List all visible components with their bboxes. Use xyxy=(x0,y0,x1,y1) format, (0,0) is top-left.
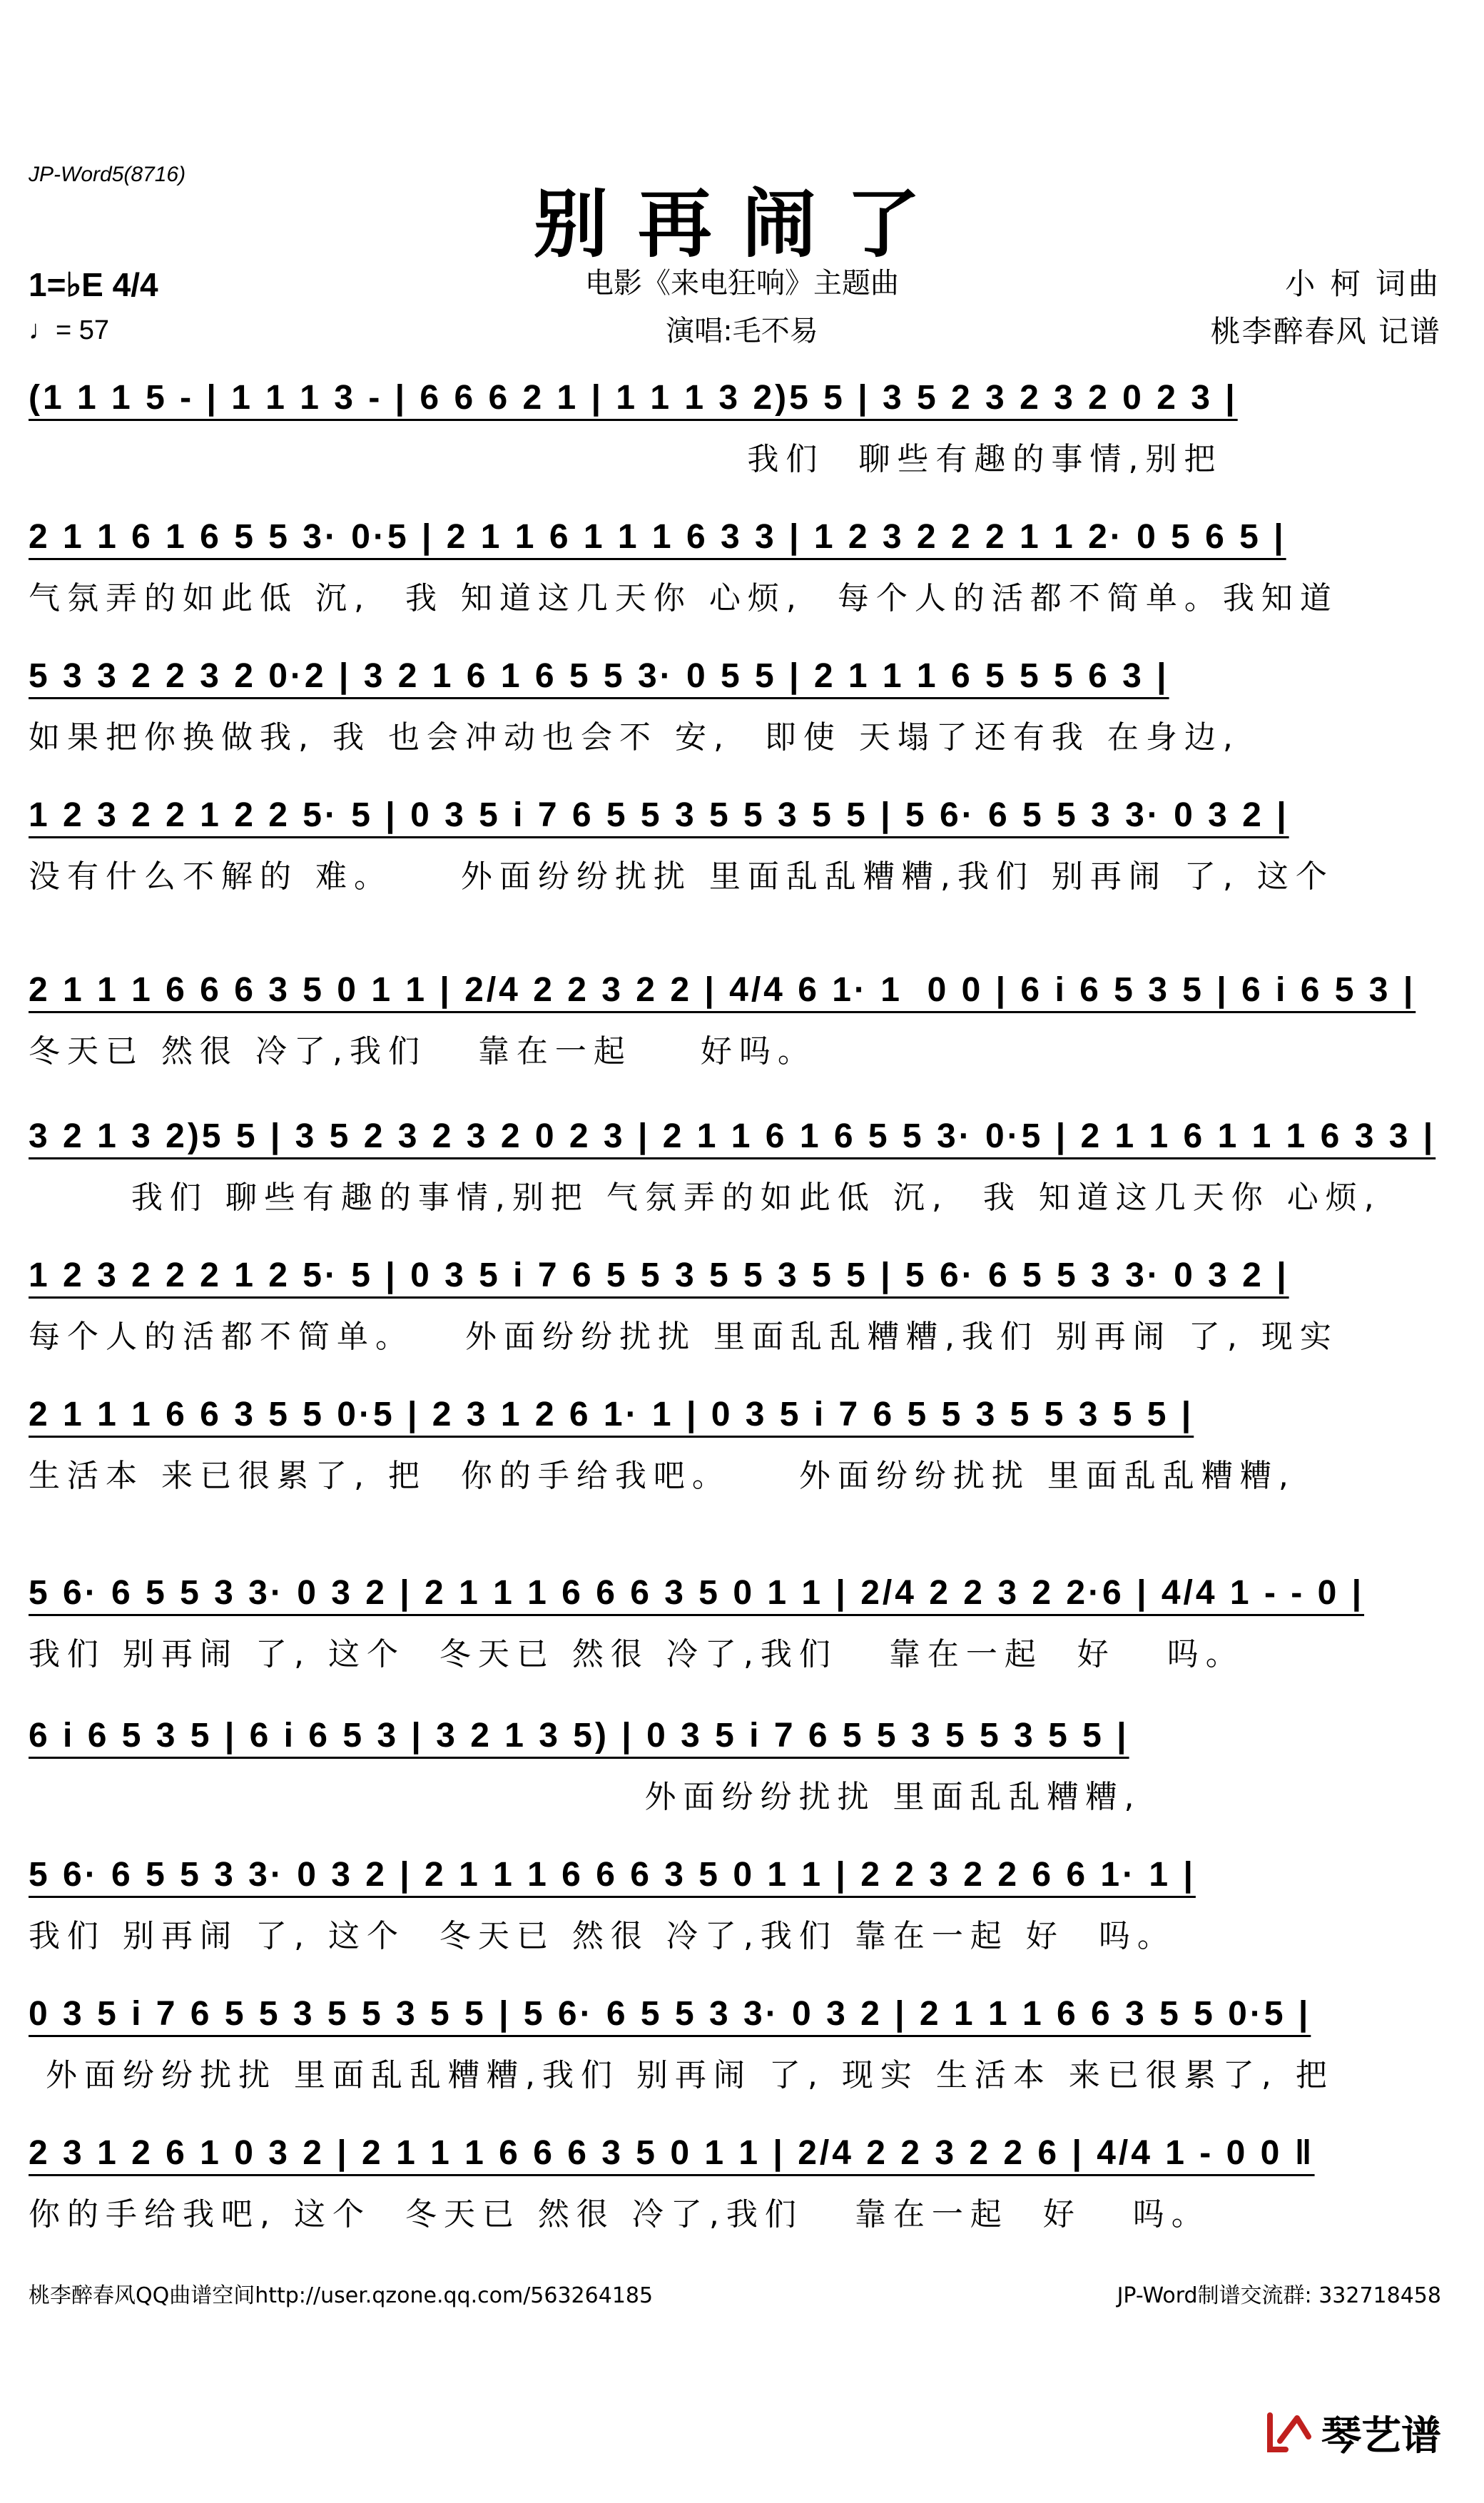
score-system xyxy=(29,970,1455,1071)
lyrics-line: 我们 别再闹 了, 这个 冬天已 然很 冷了,我们 靠在一起 好 吗。 xyxy=(29,1918,1176,1954)
subtitle: 电影《来电狂响》主题曲 xyxy=(585,267,899,300)
lyrics-line: 外面纷纷扰扰 里面乱乱糟糟, xyxy=(29,1779,1142,1815)
logo-text: 琴艺谱 xyxy=(1321,2413,1441,2459)
key-signature: 1=♭E 4/4 xyxy=(29,266,158,303)
notes-line: 5 6· 6 5 5 3 3· 0 3 2 | 2 1 1 1 6 6 6 3 5 0 1 1 | 2 2 3 2 2 6 6 1· 1 | xyxy=(29,1856,1196,1894)
notes-line: 5 3 3 2 2 3 2 0·2 | 3 2 1 6 1 6 5 5 3· 0 5 5 | 2 1 1 1 6 5 5 5 6 3 | xyxy=(29,657,1169,695)
score-system xyxy=(29,1994,1455,2095)
lyrics-line: 我们 聊些有趣的事情,别把 气氛弄的如此低 沉, 我 知道这几天你 心烦, xyxy=(29,1179,1381,1216)
notes-line: (1 1 1 5 - | 1 1 1 3 - | 6 6 6 2 1 | 1 1 1 3 2)5 5 | 3 5 2 3 2 3 2 0 2 3 | xyxy=(29,379,1238,417)
score-system xyxy=(29,1256,1455,1356)
lyrics-line: 如果把你换做我, 我 也会冲动也会不 安, 即使 天塌了还有我 在身边, xyxy=(29,719,1240,756)
music-note-logo-icon xyxy=(1264,2408,1314,2458)
singer-credit: 演唱:毛不易 xyxy=(666,315,818,347)
score-system xyxy=(29,1395,1455,1496)
transcriber-credit: 桃李醉春风 记谱 xyxy=(1210,314,1441,349)
notes-line: 5 6· 6 5 5 3 3· 0 3 2 | 2 1 1 1 6 6 6 3 5 0 1 1 | 2/4 2 2 3 2 2·6 | 4/4 1 - - 0 | xyxy=(29,1574,1365,1612)
lyrics-line: 外面纷纷扰扰 里面乱乱糟糟,我们 别再闹 了, 现实 生活本 来已很累了, 把 xyxy=(29,2057,1334,2093)
score-system xyxy=(29,796,1455,896)
footer-qzone-link[interactable]: 桃李醉春风QQ曲谱空间http://user.qzone.qq.com/563264185 xyxy=(29,2283,654,2308)
score-system xyxy=(29,1117,1455,1217)
notes-line: 2 1 1 1 6 6 6 3 5 0 1 1 | 2/4 2 2 3 2 2 | 4/4 6 1· 1 0 0 | 6 i 6 5 3 5 | 6 i 6 5 3 | xyxy=(29,971,1416,1009)
tempo-marking: ♩= 57 xyxy=(29,315,110,345)
lyrics-line: 冬天已 然很 冷了,我们 靠在一起 好吗。 xyxy=(29,1033,816,1070)
software-label: JP-Word5(8716) xyxy=(29,163,186,186)
words-music-credit: 小 柯 词曲 xyxy=(1285,266,1441,301)
notes-line: 2 1 1 6 1 6 5 5 3· 0·5 | 2 1 1 6 1 1 1 6 3 3 | 1 2 3 2 2 2 1 1 2· 0 5 6 5 | xyxy=(29,518,1286,556)
score-system xyxy=(29,1716,1455,1817)
notes-line: 3 2 1 3 2)5 5 | 3 5 2 3 2 3 2 0 2 3 | 2 1 1 6 1 6 5 5 3· 0·5 | 2 1 1 6 1 1 1 6 3 3 | xyxy=(29,1117,1436,1155)
score-system xyxy=(29,656,1455,757)
notes-line: 2 1 1 1 6 6 3 5 5 0·5 | 2 3 1 2 6 1· 1 | 0 3 5 i 7 6 5 5 3 5 5 3 5 5 | xyxy=(29,1396,1194,1433)
notes-line: 6 i 6 5 3 5 | 6 i 6 5 3 | 3 2 1 3 5) | 0 3 5 i 7 6 5 5 3 5 5 3 5 5 | xyxy=(29,1717,1129,1755)
lyrics-line: 生活本 来已很累了, 把 你的手给我吧。 外面纷纷扰扰 里面乱乱糟糟, xyxy=(29,1458,1296,1494)
page-title: 别再闹了 xyxy=(533,180,950,268)
lyrics-line: 我们 别再闹 了, 这个 冬天已 然很 冷了,我们 靠在一起 好 吗。 xyxy=(29,1636,1244,1672)
footer-group-info: JP-Word制谱交流群: 332718458 xyxy=(1117,2283,1441,2308)
score-system xyxy=(29,2133,1455,2234)
notes-line: 2 3 1 2 6 1 0 3 2 | 2 1 1 1 6 6 6 3 5 0 1 1 | 2/4 2 2 3 2 2 6 | 4/4 1 - 0 0 ‖ xyxy=(29,2134,1315,2172)
notes-line: 0 3 5 i 7 6 5 5 3 5 5 3 5 5 | 5 6· 6 5 5 3 3· 0 3 2 | 2 1 1 1 6 6 3 5 5 0·5 | xyxy=(29,1995,1311,2033)
lyrics-line: 每个人的活都不简单。 外面纷纷扰扰 里面乱乱糟糟,我们 别再闹 了, 现实 xyxy=(29,1319,1338,1355)
site-logo[interactable] xyxy=(1264,2405,1441,2462)
score-system xyxy=(29,378,1455,479)
notes-line: 1 2 3 2 2 1 2 2 5· 5 | 0 3 5 i 7 6 5 5 3 5 5 3 5 5 | 5 6· 6 5 5 3 3· 0 3 2 | xyxy=(29,796,1289,834)
lyrics-line: 你的手给我吧, 这个 冬天已 然很 冷了,我们 靠在一起 好 吗。 xyxy=(29,2196,1210,2233)
lyrics-line: 气氛弄的如此低 沉, 我 知道这几天你 心烦, 每个人的活都不简单。我知道 xyxy=(29,580,1338,616)
lyrics-line: 我们 聊些有趣的事情,别把 xyxy=(29,441,1223,477)
notes-line: 1 2 3 2 2 2 1 2 5· 5 | 0 3 5 i 7 6 5 5 3 5 5 3 5 5 | 5 6· 6 5 5 3 3· 0 3 2 | xyxy=(29,1256,1289,1294)
score-system xyxy=(29,1573,1455,1674)
lyrics-line: 没有什么不解的 难。 外面纷纷扰扰 里面乱乱糟糟,我们 别再闹 了, 这个 xyxy=(29,858,1334,895)
score-system xyxy=(29,517,1455,618)
score-system xyxy=(29,1855,1455,1956)
